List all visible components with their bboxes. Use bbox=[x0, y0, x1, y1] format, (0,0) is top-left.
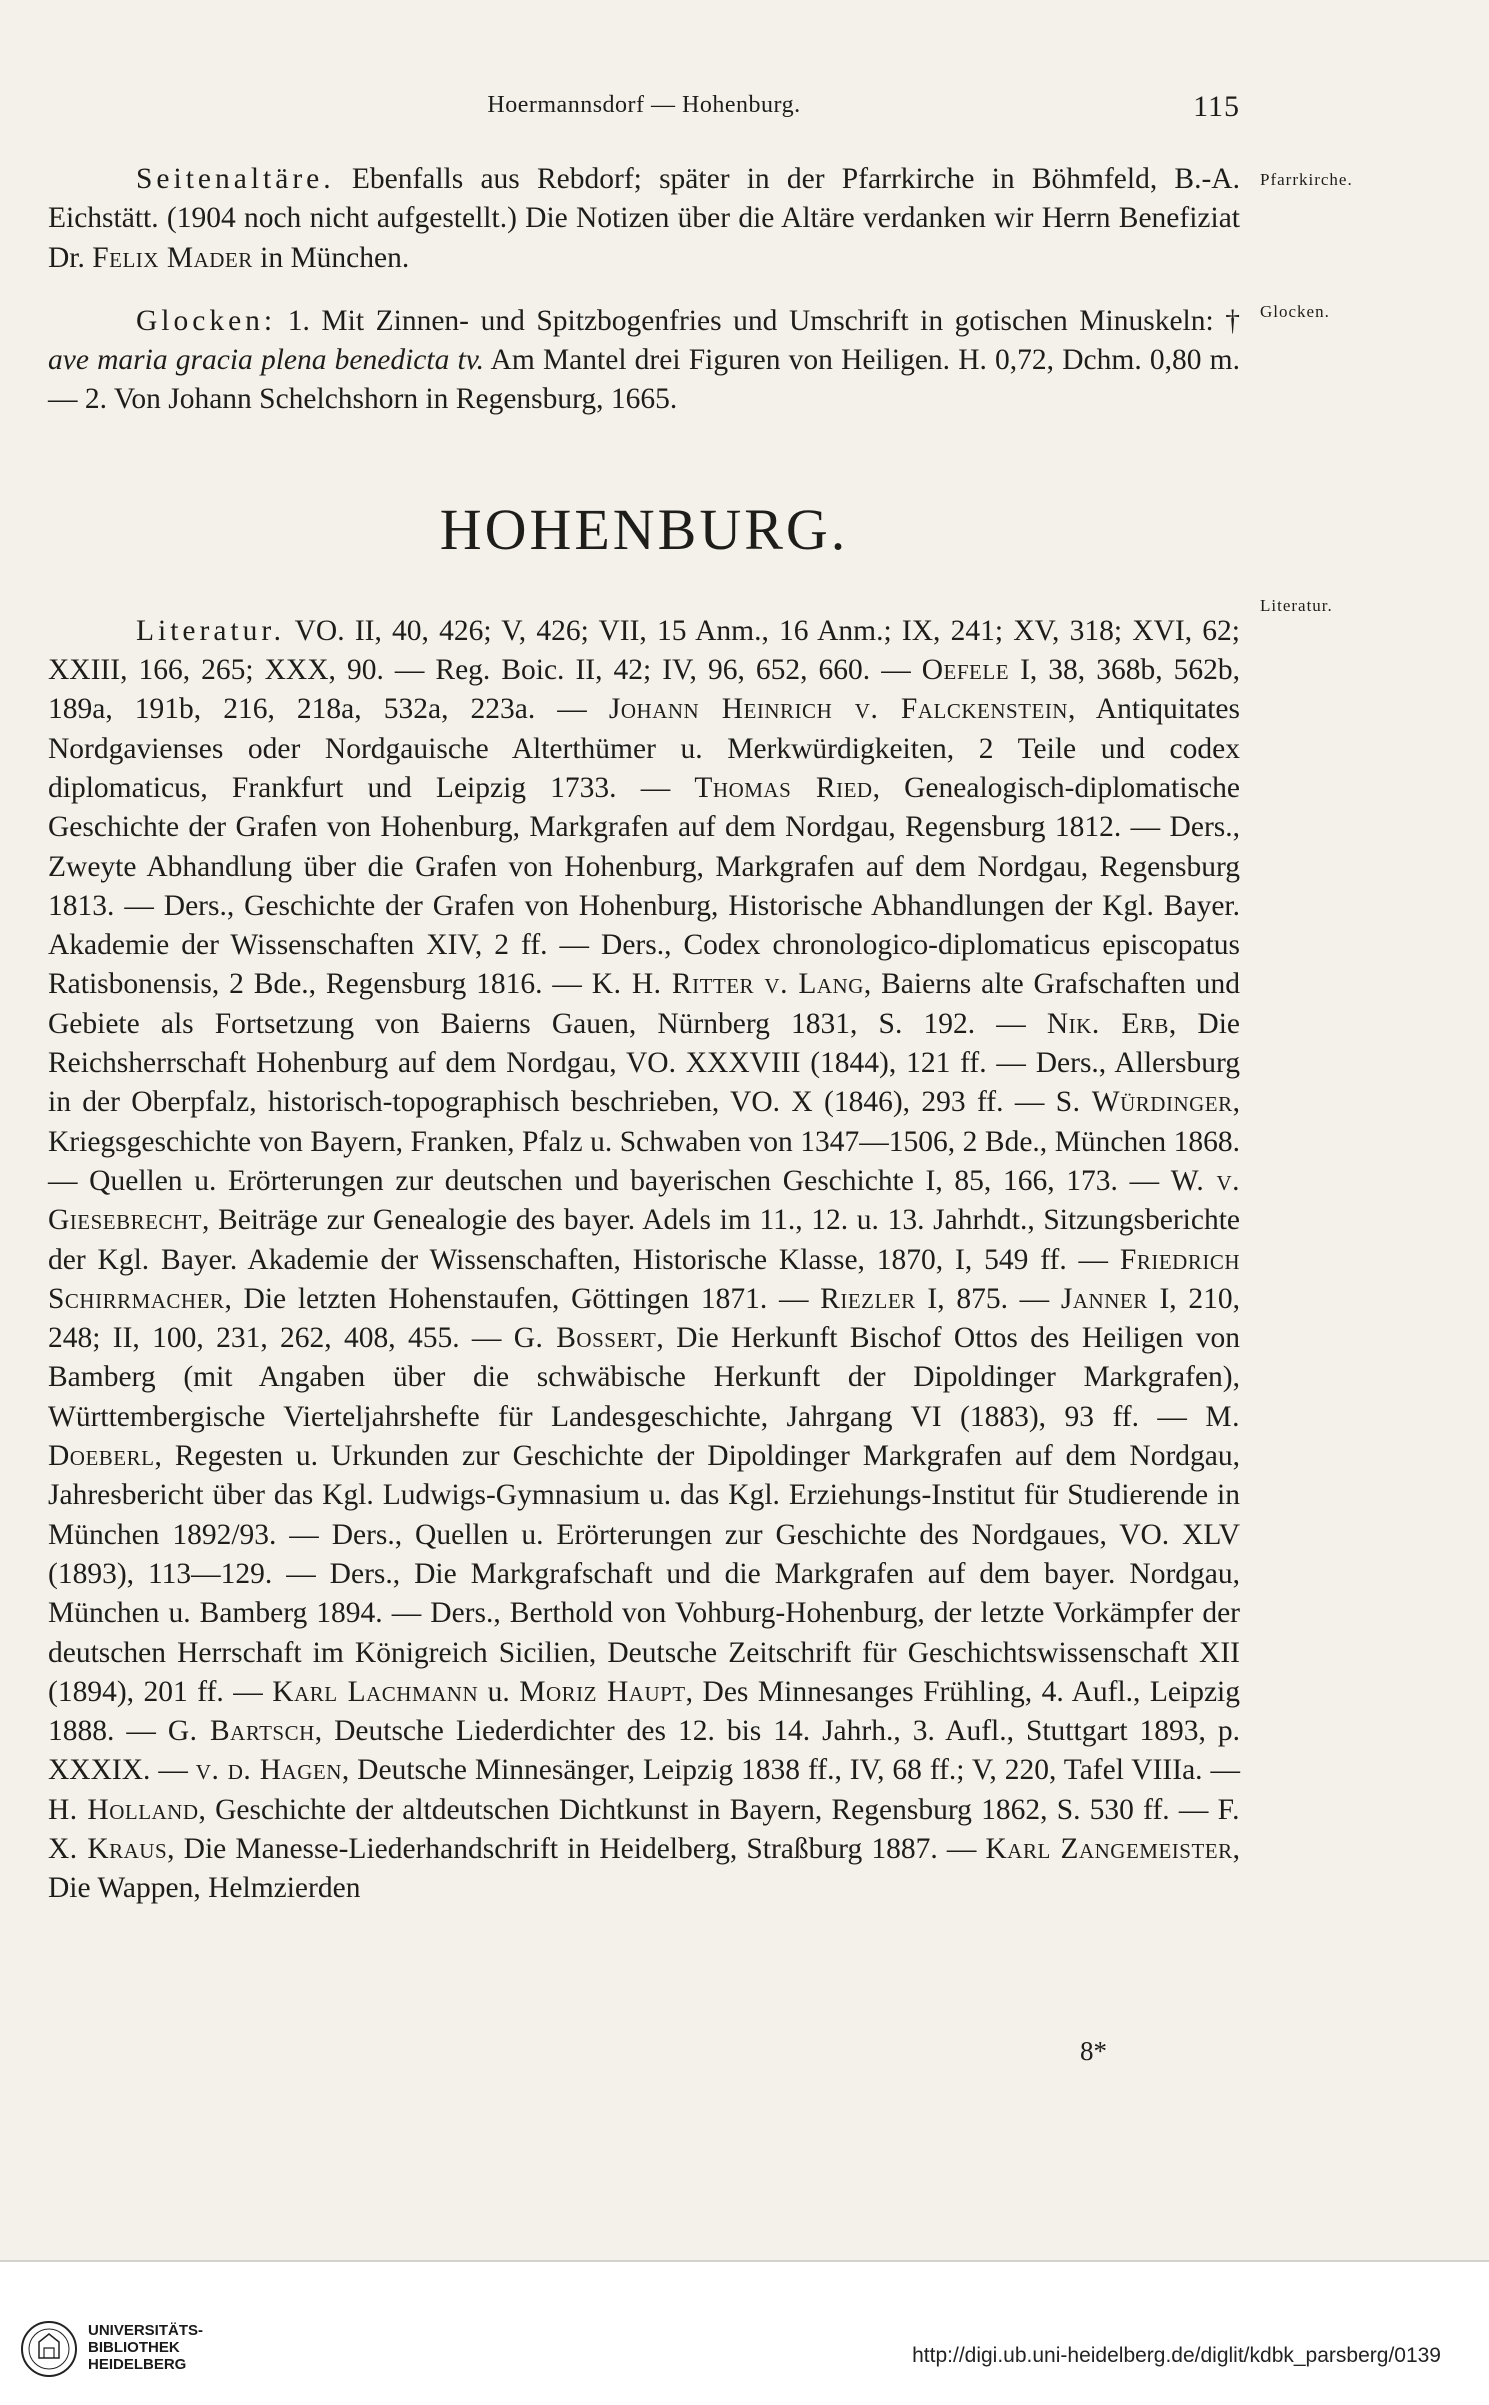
lit-author: Oefele bbox=[921, 654, 1010, 687]
lit-author: K. H. Ritter v. Lang bbox=[591, 968, 864, 1001]
margin-note-glocken: Glocken. bbox=[1260, 302, 1330, 321]
permalink-url[interactable]: http://digi.ub.uni-heidelberg.de/diglit/kdbk_parsberg/0139 bbox=[912, 2344, 1441, 2367]
body-text bbox=[48, 160, 1240, 1909]
footer-divider bbox=[0, 2260, 1489, 2262]
lit-text: , Des Minnesanges Frühling, 4. Aufl., Leipzig 1888. — bbox=[48, 1675, 1240, 1748]
section-title: HOHENBURG. bbox=[439, 496, 849, 562]
lit-text: VO. II, 40, 426; V, 426; VII, 15 Anm., 16 Anm.; IX, 241; XV, 318; XVI, 62; XXIII, 166, 265; XXX, 90. — Reg. Boic. II, 42; IV, 96, 652, 660. — bbox=[48, 614, 1240, 687]
lit-author: S. Würdinger bbox=[1055, 1086, 1233, 1119]
text-glocken-2: Am Mantel drei Figuren von Heiligen. H. 0,72, Dchm. 0,80 m. — 2. Von Johann Schelchshorn in Regensburg, 1665. bbox=[48, 344, 1240, 416]
margin-note-literatur: Literatur. bbox=[1260, 596, 1333, 615]
viewer-footer bbox=[0, 2260, 1489, 2405]
library-name-line: UNIVERSITÄTS- bbox=[88, 2322, 204, 2339]
page-number: 115 bbox=[1193, 90, 1240, 123]
lit-text: , Baierns alte Grafschaften und Gebiete als Fortsetzung von Baierns Gauen, Nürnberg 1831, S. 192. — bbox=[48, 968, 1241, 1040]
paragraph-seitenaltaere bbox=[48, 160, 1240, 278]
lit-text: , Die Herkunft Bischof Ottos des Heiligen von Bamberg (mit Angaben über die schwäbische Herkunft der Dipoldinger Markgrafen), Württembergische Vierteljahrshefte für Landesgeschichte, Jahrgang VI (1883), 93 ff. — bbox=[48, 1322, 1241, 1433]
lit-author: Karl Zangemeister bbox=[985, 1832, 1233, 1865]
lit-text: u. bbox=[478, 1675, 520, 1708]
lit-text: , Geschichte der altdeutschen Dichtkunst in Bayern, Regensburg 1862, S. 530 ff. — bbox=[198, 1793, 1218, 1826]
lit-text: , Genealogisch-diplomatische Geschichte der Grafen von Hohenburg, Markgrafen auf dem Nordgau, Regensburg 1812. — Ders., Zweyte Abhandlung über die Grafen von Hohenburg, Markgrafen auf dem Nordgau, Regensburg 1813. — Ders., Geschichte der Grafen von Hohenburg, Historische Abhandlungen der Kgl. Bayer. Akademie der Wissenschaften XIV, 2 ff. — Ders., Codex chronologico-diplomaticus episcopatus Ratisbonensis, 2 Bde., Regensburg 1816. — bbox=[48, 771, 1240, 1001]
lit-text: I, 210, 248; II, 100, 231, 262, 408, 455. — bbox=[48, 1282, 1240, 1355]
lit-text: , Regesten u. Urkunden zur Geschichte der Dipoldinger Markgrafen auf dem Nordgau, Jahresbericht über das Kgl. Ludwigs-Gymnasium u. das Kgl. Erziehungs-Institut für Studierende in München 1892/93. — Ders., Quellen u. Erörterungen zur Geschichte des Nordgaues, VO. XLV (1893), 113—129. — Ders., Die Markgrafschaft und die Markgrafen auf dem bayer. Nordgau, München u. Bamberg 1894. — Ders., Berthold von Vohburg-Hohenburg, der letzte Vorkämpfer der deutschen Herrschaft im Königreich Sicilien, Deutsche Zeitschrift für Geschichtswissenschaft XII (1894), 201 ff. — bbox=[48, 1440, 1240, 1708]
library-name bbox=[88, 2322, 203, 2373]
lit-text: , Die letzten Hohenstaufen, Göttingen 1871. — bbox=[224, 1282, 821, 1315]
bell-inscription: ave maria gracia plena benedicta tv. bbox=[48, 344, 484, 377]
paragraph-gap bbox=[48, 278, 1240, 302]
label-seitenaltaere: Seitenaltäre. bbox=[136, 163, 335, 195]
lit-author: Johann Heinrich v. Falckenstein bbox=[608, 693, 1068, 726]
lit-text: , Kriegsgeschichte von Bayern, Franken, Pfalz u. Schwaben von 1347—1506, 2 Bde., München 1868. — Quellen u. Erörterungen zur deutschen und bayerischen Geschichte I, 85, 166, 173. — bbox=[48, 1086, 1240, 1197]
lit-text: I, 875. — bbox=[915, 1282, 1061, 1315]
lit-author: Nik. Erb bbox=[1046, 1007, 1169, 1040]
lit-author: Friedrich Schirrmacher bbox=[48, 1243, 1240, 1315]
lit-author: Moriz Haupt bbox=[519, 1675, 686, 1708]
lit-author: v. d. Hagen bbox=[195, 1754, 342, 1787]
running-title: Hoermannsdorf — Hohenburg. bbox=[487, 92, 801, 118]
lit-text: , Deutsche Minnesänger, Leipzig 1838 ff., IV, 68 ff.; V, 220, Tafel VIIIa. — bbox=[341, 1754, 1240, 1787]
library-name-line: HEIDELBERG bbox=[88, 2356, 187, 2373]
lit-author: F. X. Kraus bbox=[48, 1793, 1240, 1865]
paragraph-glocken bbox=[48, 302, 1240, 420]
lit-author: G. Bartsch bbox=[167, 1715, 315, 1748]
label-glocken: Glocken: bbox=[136, 304, 277, 337]
label-literatur: Literatur. bbox=[136, 614, 285, 647]
lit-author: M. Doeberl bbox=[48, 1400, 1240, 1473]
person-name: Felix Mader bbox=[92, 241, 253, 274]
lit-author: Thomas Ried bbox=[694, 771, 873, 804]
lit-text: , Deutsche Liederdichter des 12. bis 14. Jahrh., 3. Aufl., Stuttgart 1893, p. XXXIX. — bbox=[48, 1715, 1241, 1787]
lit-author: H. Holland bbox=[48, 1793, 199, 1826]
margin-note-pfarrkirche: Pfarrkirche. bbox=[1260, 170, 1353, 189]
lit-text: , Die Reichsherrschaft Hohenburg auf dem Nordgau, VO. XXXVIII (1844), 121 ff. — Ders., Allersburg in der Oberpfalz, historisch-topographisch beschrieben, VO. X (1846), 293 ff. — bbox=[48, 1007, 1241, 1119]
lit-author: Karl Lachmann bbox=[272, 1675, 479, 1708]
lit-author: W. v. Giesebrecht bbox=[48, 1164, 1240, 1237]
university-seal-icon bbox=[20, 2320, 78, 2378]
library-name-line: BIBLIOTHEK bbox=[88, 2339, 180, 2356]
lit-text: , Die Wappen, Helmzierden bbox=[48, 1832, 1240, 1905]
text-glocken-1: 1. Mit Zinnen- und Spitzbogenfries und Umschrift in gotischen Minuskeln: † bbox=[276, 304, 1240, 337]
lit-text: , Antiquitates Nordgavienses oder Nordgauische Alterthümer u. Merkwürdigkeiten, 2 Teile und codex diplomaticus, Frankfurt und Leipzig 1733. — bbox=[48, 693, 1241, 804]
lit-author: Janner bbox=[1060, 1282, 1148, 1315]
lit-author: Riezler bbox=[820, 1282, 916, 1315]
paragraph-literatur bbox=[48, 612, 1240, 1909]
running-header bbox=[48, 92, 1240, 132]
lit-text: I, 38, 368b, 562b, 189a, 191b, 216, 218a, 532a, 223a. — bbox=[48, 654, 1240, 726]
text-seitenaltaere-2: in München. bbox=[252, 241, 410, 274]
lit-text: , Die Manesse-Liederhandschrift in Heidelberg, Straßburg 1887. — bbox=[167, 1832, 986, 1865]
lit-text: , Beiträge zur Genealogie des bayer. Adels im 11., 12. u. 13. Jahrhdt., Sitzungsberichte der Kgl. Bayer. Akademie der Wissenschaften, Historische Klasse, 1870, I, 549 ff. — bbox=[48, 1204, 1240, 1276]
printer-signature: 8* bbox=[1080, 2036, 1107, 2066]
text-seitenaltaere-1: Ebenfalls aus Rebdorf; später in der Pfarrkirche in Böhmfeld, B.-A. Eichstätt. (1904 noch nicht aufgestellt.) Die Notizen über die Altäre verdanken wir Herrn Benefiziat Dr. bbox=[48, 163, 1240, 274]
lit-author: G. Bossert bbox=[513, 1322, 657, 1355]
